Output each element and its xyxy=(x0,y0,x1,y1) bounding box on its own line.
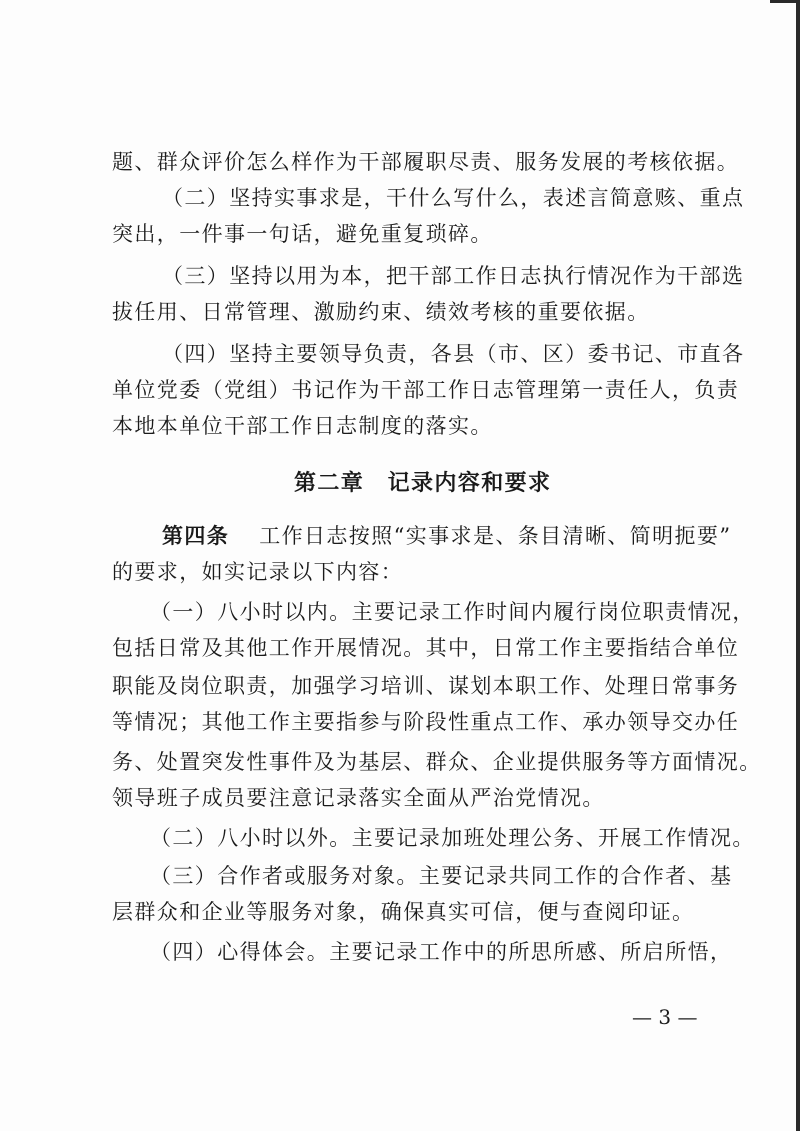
text-line: 包括日常及其他工作开展情况。其中，日常工作主要指结合单位 xyxy=(112,636,740,660)
article-first-line-text: 工作日志按照“实事求是、条目清晰、简明扼要” xyxy=(259,524,732,548)
text-line: 领导班子成员要注意记录落实全面从严治党情况。 xyxy=(112,786,605,810)
text-line: （二）八小时以外。主要记录加班处理公务、开展工作情况。 xyxy=(150,826,755,850)
text-line: 拔任用、日常管理、激励约束、绩效考核的重要依据。 xyxy=(112,300,650,324)
text-line: （三）合作者或服务对象。主要记录共同工作的合作者、基 xyxy=(150,864,733,888)
text-line: 题、群众评价怎么样作为干部履职尽责、服务发展的考核依据。 xyxy=(112,150,740,174)
text-line: 单位党委（党组）书记作为干部工作日志管理第一责任人，负责 xyxy=(112,378,740,402)
article-label: 第四条 xyxy=(162,524,230,548)
text-line: （四）坚持主要领导负责，各县（市、区）委书记、市直各 xyxy=(162,342,745,366)
scan-border-top xyxy=(770,0,800,3)
article-first-line xyxy=(162,522,731,550)
text-line: 等情况；其他工作主要指参与阶段性重点工作、承办领导交办任 xyxy=(112,710,740,734)
text-line: （二）坚持实事求是，干什么写什么，表述言简意赅、重点 xyxy=(162,186,745,210)
chapter-heading: 第二章 记录内容和要求 xyxy=(294,471,552,496)
page-number: — 3 — xyxy=(632,1005,698,1029)
text-line: 的要求，如实记录以下内容： xyxy=(112,560,404,584)
text-line: 突出，一件事一句话，避免重复琐碎。 xyxy=(112,222,493,246)
text-line: 层群众和企业等服务对象，确保真实可信，便与查阅印证。 xyxy=(112,900,695,924)
text-line: （一）八小时以内。主要记录工作时间内履行岗位职责情况， xyxy=(150,600,755,624)
text-line: 务、处置突发性事件及为基层、群众、企业提供服务等方面情况。 xyxy=(112,750,762,774)
text-line: （四）心得体会。主要记录工作中的所思所感、所启所悟， xyxy=(150,940,733,964)
scan-border xyxy=(796,0,800,1131)
text-line: 职能及岗位职责，加强学习培训、谋划本职工作、处理日常事务 xyxy=(112,674,740,698)
text-line: 本地本单位干部工作日志制度的落实。 xyxy=(112,414,493,438)
text-line: （三）坚持以用为本，把干部工作日志执行情况作为干部选 xyxy=(162,264,745,288)
